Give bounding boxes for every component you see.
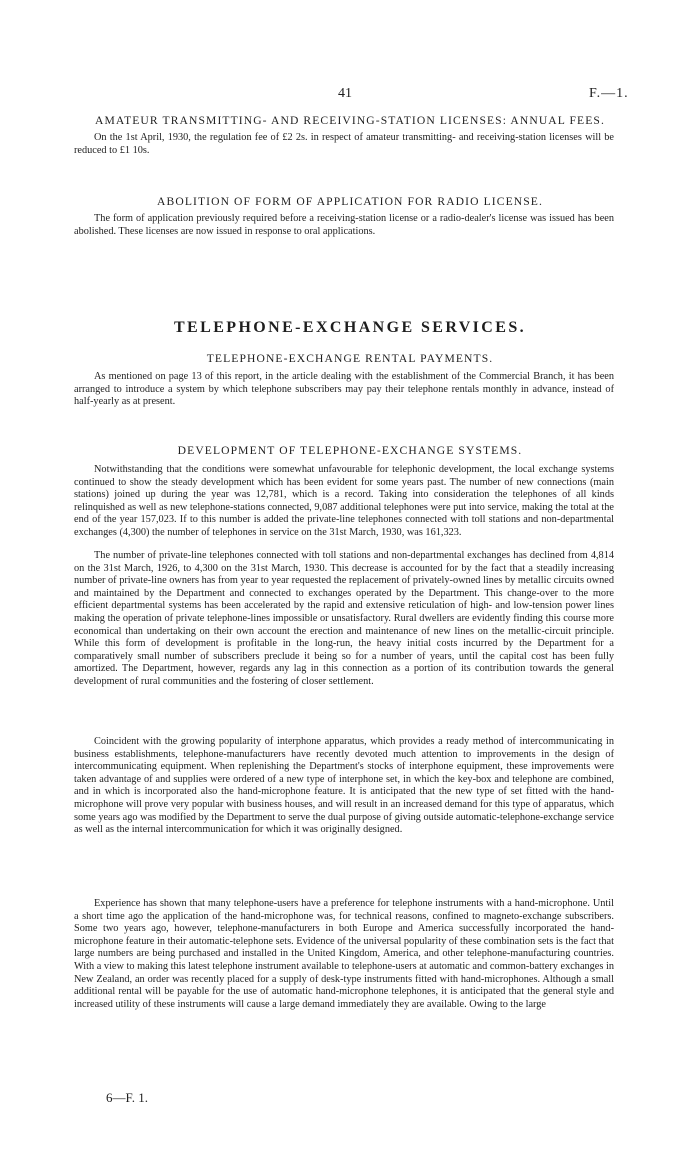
paragraph-abolition-form: The form of application previously required before a receiving-station license or a radio-dealer's license was issued has been abolished. These licenses are now issued in response to oral applications. bbox=[74, 213, 614, 237]
section-heading-amateur-licenses: AMATEUR TRANSMITTING- AND RECEIVING-STATION LICENSES: ANNUAL FEES. bbox=[95, 114, 605, 127]
section-heading-development: DEVELOPMENT OF TELEPHONE-EXCHANGE SYSTEMS. bbox=[177, 444, 523, 457]
footer-signature: 6—F. 1. bbox=[106, 1090, 148, 1105]
paragraph-development-4: Experience has shown that many telephone-users have a preference for telephone instruments with a hand-microphone. Until a short time ago the application of the hand-microphone was, for technical reasons, confined to magneto-exchange subscribers. Some two years ago, however, telephone-manufacturers in both Europe and America successfully incorporated the hand-microphone feature in their automatic-telephone sets. Evidence of the universal popularity of these combination sets is the fact that large numbers are being purchased and installed in the United Kingdom, America, and other telephone-manufacturing countries. With a view to making this latest telephone instrument available to telephone-users at automatic and common-battery exchanges in New Zealand, an order was recently placed for a supply of desk-type instruments fitted with hand-microphones. Although a small additional rental will be payable for the use of automatic hand-microphone telephones, it is anticipated that the general style and increased utility of these instruments will cause a large demand immediately they are available. Owing to the large bbox=[74, 898, 614, 1010]
major-heading-telephone-exchange: TELEPHONE-EXCHANGE SERVICES. bbox=[173, 319, 527, 336]
section-heading-rental-payments: TELEPHONE-EXCHANGE RENTAL PAYMENTS. bbox=[206, 352, 494, 365]
report-reference: F.—1. bbox=[589, 86, 629, 101]
paragraph-development-2: The number of private-line telephones connected with toll stations and non-departmental exchanges has declined from 4,814 on the 31st March, 1926, to 4,300 on the 31st March, 1930. This decrease is accounted for by the fact that a steadily increasing number of private-line owners has from year to year requested the replacement of privately-owned lines by metallic circuits owned and maintained by the Department and connected to exchanges operated by the Department. This change-over to the more efficient departmental systems has been accelerated by the rapid and extensive reticulation of high- and low-tension power lines making the operation of private telephone-lines impossible or unsatisfactory. Rural dwellers are evidently finding this course more economical than undertaking on their own account the erection and maintenance of new lines on the metallic-circuit principle. While this form of development is profitable in the long-run, the heavy initial costs incurred by the Department for a comparatively small number of subscribers preclude it being so for a number of years, until the capital cost has been fully amortized. The Department, however, regards any lag in this connection as a portion of its contribution towards the general development of rural communities and the fostering of closer settlement. bbox=[74, 550, 614, 687]
page-number: 41 bbox=[338, 86, 352, 101]
paragraph-amateur-fees: On the 1st April, 1930, the regulation fee of £2 2s. in respect of amateur transmitting- and receiving-station licenses will be reduced to £1 10s. bbox=[74, 132, 614, 156]
section-heading-abolition-form: ABOLITION OF FORM OF APPLICATION FOR RADIO LICENSE. bbox=[157, 195, 543, 208]
paragraph-development-3: Coincident with the growing popularity of interphone apparatus, which provides a ready method of intercommunicating in business establishments, telephone-manufacturers have recently devoted much attention to improvements in the design of intercommunicating equipment. When replenishing the Department's stocks of interphone equipment, these improvements were taken advantage of and supplies were ordered of a new type of interphone set, in which the key-box and telephone are combined, and in which is incorporated also the hand-microphone feature. It is anticipated that the new type of set fitted with the hand-microphone will prove very popular with business houses, and will result in an increased demand for this type of apparatus, which some years ago was modified by the Department to serve the dual purpose of giving outside automatic-telephone-exchange service as well as the internal intercommunication for which it was originally designed. bbox=[74, 736, 614, 836]
paragraph-development-1: Notwithstanding that the conditions were somewhat unfavourable for telephonic development, the local exchange systems continued to show the steady development which has been evident for some years past. The number of new connections (main stations) joined up during the year was 12,781, which is a record. Taking into consideration the telephones of all kinds relinquished as well as new telephone-stations connected, 9,087 additional telephones were put into service, making the total at the end of the year 157,023. If to this number is added the private-line telephones connected with toll stations and non-departmental exchanges (4,300) the number of telephones in service on the 31st March, 1930, was 161,323. bbox=[74, 464, 614, 538]
paragraph-rental-payments: As mentioned on page 13 of this report, in the article dealing with the establishment of the Commercial Branch, it has been arranged to introduce a system by which telephone subscribers may pay their telephone rentals monthly in advance, instead of half-yearly as at present. bbox=[74, 371, 614, 408]
